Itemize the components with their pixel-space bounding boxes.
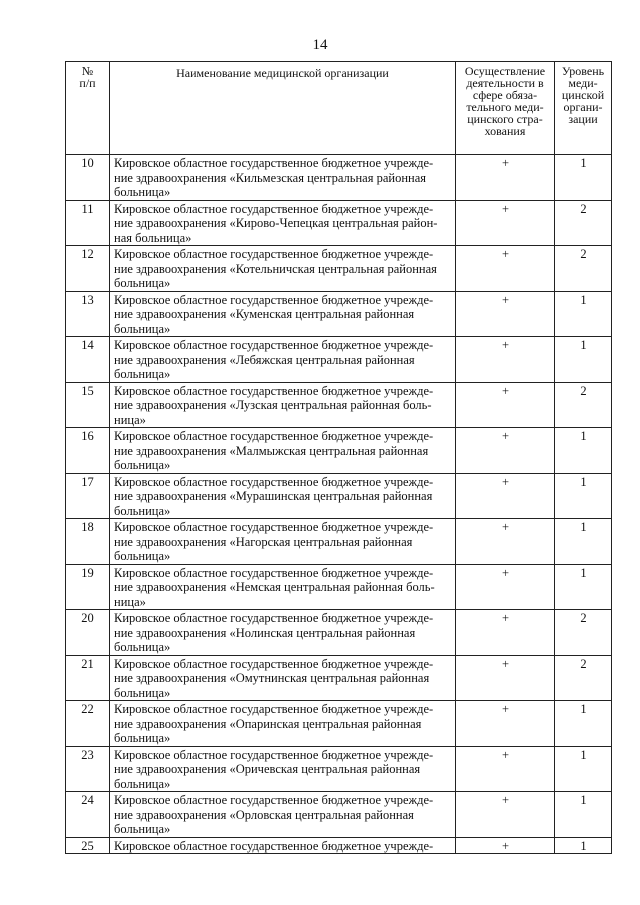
header-number: № п/п bbox=[66, 62, 110, 155]
organization-name: Кировское областное государственное бюджетное учрежде- ние здравоохранения «Котельничская центральная районная больница» bbox=[110, 246, 456, 292]
organization-level: 1 bbox=[555, 291, 612, 337]
header-level: Уровень меди- цинской органи- зации bbox=[555, 62, 612, 155]
organization-level: 1 bbox=[555, 792, 612, 838]
oms-mark: + bbox=[456, 337, 555, 383]
organization-level: 2 bbox=[555, 610, 612, 656]
organization-level: 2 bbox=[555, 655, 612, 701]
organization-level: 1 bbox=[555, 155, 612, 201]
row-number: 21 bbox=[66, 655, 110, 701]
row-number: 18 bbox=[66, 519, 110, 565]
row-number: 14 bbox=[66, 337, 110, 383]
table-row bbox=[66, 837, 612, 854]
table-row bbox=[66, 246, 612, 292]
table-row bbox=[66, 519, 612, 565]
table-row bbox=[66, 155, 612, 201]
header-oms: Осуществление деятельности в сфере обяза- тельного меди- цинского стра- хования bbox=[456, 62, 555, 155]
oms-mark: + bbox=[456, 200, 555, 246]
row-number: 19 bbox=[66, 564, 110, 610]
organization-name: Кировское областное государственное бюджетное учрежде- ние здравоохранения «Орловская центральная районная больница» bbox=[110, 792, 456, 838]
organization-name: Кировское областное государственное бюджетное учрежде- ние здравоохранения «Мурашинская центральная районная больница» bbox=[110, 473, 456, 519]
organization-name: Кировское областное государственное бюджетное учрежде- ние здравоохранения «Малмыжская центральная районная больница» bbox=[110, 428, 456, 474]
organization-name: Кировское областное государственное бюджетное учрежде- ние здравоохранения «Кирово-Чепецкая центральная район- ная больница» bbox=[110, 200, 456, 246]
row-number: 12 bbox=[66, 246, 110, 292]
oms-mark: + bbox=[456, 155, 555, 201]
oms-mark: + bbox=[456, 837, 555, 854]
row-number: 22 bbox=[66, 701, 110, 747]
organization-name: Кировское областное государственное бюджетное учрежде- ние здравоохранения «Омутнинская центральная районная больница» bbox=[110, 655, 456, 701]
medical-organizations-table bbox=[65, 61, 612, 854]
organization-level: 2 bbox=[555, 382, 612, 428]
row-number: 16 bbox=[66, 428, 110, 474]
oms-mark: + bbox=[456, 246, 555, 292]
organization-level: 1 bbox=[555, 837, 612, 854]
organization-name: Кировское областное государственное бюджетное учрежде- ние здравоохранения «Кильмезская центральная районная больница» bbox=[110, 155, 456, 201]
row-number: 13 bbox=[66, 291, 110, 337]
organization-name: Кировское областное государственное бюджетное учрежде- ние здравоохранения «Куменская центральная районная больница» bbox=[110, 291, 456, 337]
organization-name: Кировское областное государственное бюджетное учрежде- ние здравоохранения «Оричевская центральная районная больница» bbox=[110, 746, 456, 792]
row-number: 17 bbox=[66, 473, 110, 519]
table-body bbox=[66, 155, 612, 854]
organization-level: 2 bbox=[555, 200, 612, 246]
organization-name: Кировское областное государственное бюджетное учрежде- ние здравоохранения «Лебяжская центральная районная больница» bbox=[110, 337, 456, 383]
page-number: 14 bbox=[312, 37, 328, 53]
organization-level: 1 bbox=[555, 428, 612, 474]
row-number: 23 bbox=[66, 746, 110, 792]
table-row bbox=[66, 473, 612, 519]
table-row bbox=[66, 655, 612, 701]
row-number: 24 bbox=[66, 792, 110, 838]
row-number: 10 bbox=[66, 155, 110, 201]
oms-mark: + bbox=[456, 428, 555, 474]
table-row bbox=[66, 746, 612, 792]
oms-mark: + bbox=[456, 564, 555, 610]
oms-mark: + bbox=[456, 519, 555, 565]
oms-mark: + bbox=[456, 382, 555, 428]
organization-name: Кировское областное государственное бюджетное учрежде- ние здравоохранения «Опаринская центральная районная больница» bbox=[110, 701, 456, 747]
organization-level: 1 bbox=[555, 701, 612, 747]
organization-name: Кировское областное государственное бюджетное учрежде- ние здравоохранения «Лузская центральная районная боль- ница» bbox=[110, 382, 456, 428]
organization-level: 1 bbox=[555, 564, 612, 610]
organization-level: 1 bbox=[555, 473, 612, 519]
row-number: 20 bbox=[66, 610, 110, 656]
organization-level: 1 bbox=[555, 746, 612, 792]
row-number: 15 bbox=[66, 382, 110, 428]
oms-mark: + bbox=[456, 610, 555, 656]
table-row bbox=[66, 564, 612, 610]
table-row bbox=[66, 200, 612, 246]
organization-name: Кировское областное государственное бюджетное учрежде- bbox=[110, 837, 456, 854]
table-header-row bbox=[66, 62, 612, 155]
organization-level: 1 bbox=[555, 519, 612, 565]
oms-mark: + bbox=[456, 701, 555, 747]
oms-mark: + bbox=[456, 655, 555, 701]
oms-mark: + bbox=[456, 746, 555, 792]
table-row bbox=[66, 337, 612, 383]
oms-mark: + bbox=[456, 473, 555, 519]
organization-name: Кировское областное государственное бюджетное учрежде- ние здравоохранения «Нагорская центральная районная больница» bbox=[110, 519, 456, 565]
oms-mark: + bbox=[456, 792, 555, 838]
oms-mark: + bbox=[456, 291, 555, 337]
table-row bbox=[66, 291, 612, 337]
organization-level: 2 bbox=[555, 246, 612, 292]
table-row bbox=[66, 792, 612, 838]
table-row bbox=[66, 382, 612, 428]
table-row bbox=[66, 610, 612, 656]
table-row bbox=[66, 701, 612, 747]
organization-name: Кировское областное государственное бюджетное учрежде- ние здравоохранения «Нолинская центральная районная больница» bbox=[110, 610, 456, 656]
header-name: Наименование медицинской организации bbox=[110, 62, 456, 155]
table-row bbox=[66, 428, 612, 474]
organization-name: Кировское областное государственное бюджетное учрежде- ние здравоохранения «Немская центральная районная боль- ница» bbox=[110, 564, 456, 610]
organization-level: 1 bbox=[555, 337, 612, 383]
row-number: 11 bbox=[66, 200, 110, 246]
row-number: 25 bbox=[66, 837, 110, 854]
